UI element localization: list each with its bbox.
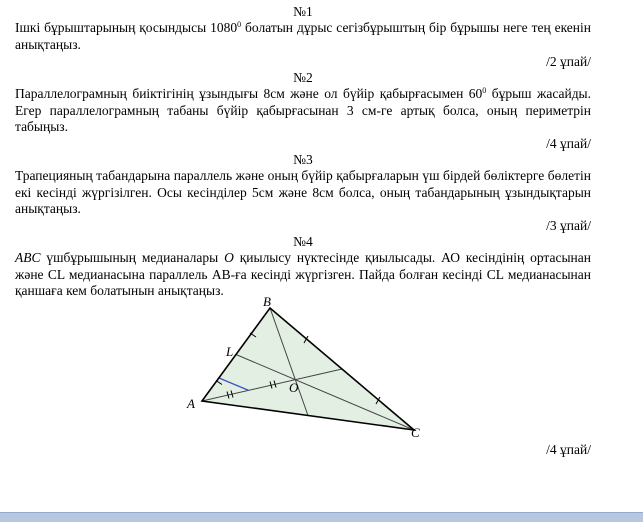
vertex-label-a: A <box>187 396 195 411</box>
problem-4-points: /4 ұпай/ <box>546 442 591 457</box>
problem-1-points: /2 ұпай/ <box>546 54 591 69</box>
point-label-o: O <box>289 380 299 395</box>
problem-2-points: /4 ұпай/ <box>546 136 591 151</box>
problem-3-text: Трапецияның табандарына параллель және оның бүйір қабырғаларын үш бірдей бөліктерге бөлетін екі кесінді жүргізілген. Осы кесінділер 5см және 8см болса, оның табандарының ұзындықтарын анықтаңыз. <box>15 168 591 216</box>
problem-4-text: ABC үшбұрышының медианалары O қиылысу нүктесінде қиылысады. АО кесіндінің ортасынан және CL медианасына параллель АВ-ға кесінді жүргізген. Пайда болған кесінді CL медианасынан қаншаға кем болатынын анықтаңыз. <box>15 250 591 298</box>
problem-3-points: /3 ұпай/ <box>546 218 591 233</box>
vertex-label-b: B <box>263 296 271 309</box>
problem-1-number: №1 <box>293 4 313 19</box>
problem-3-number: №3 <box>293 152 313 167</box>
problem-1-text: Ішкі бұрыштарының қосындысы 1080$^0$ болатын дұрыс сегізбұрыштың бір бұрышы неге тең екенін анықтаңыз. <box>15 20 592 52</box>
triangle-diagram <box>180 296 430 446</box>
problem-2-text: Параллелограмның биіктігінің ұзындығы 8см және ол бүйір қабырғасымен $60^0$ бұрыш жасайды. Егер параллелограмның табаны бүйір қабырғасынан 3 см-ге артық болса, оның периметрін табыңыз. <box>15 86 592 134</box>
problem-4-number: №4 <box>293 234 313 249</box>
vertex-label-c: C <box>411 425 420 440</box>
triangle-figure <box>180 296 430 446</box>
problem-2-number: №2 <box>293 70 313 85</box>
point-label-l: L <box>226 344 234 359</box>
triangle-fill <box>202 308 414 430</box>
